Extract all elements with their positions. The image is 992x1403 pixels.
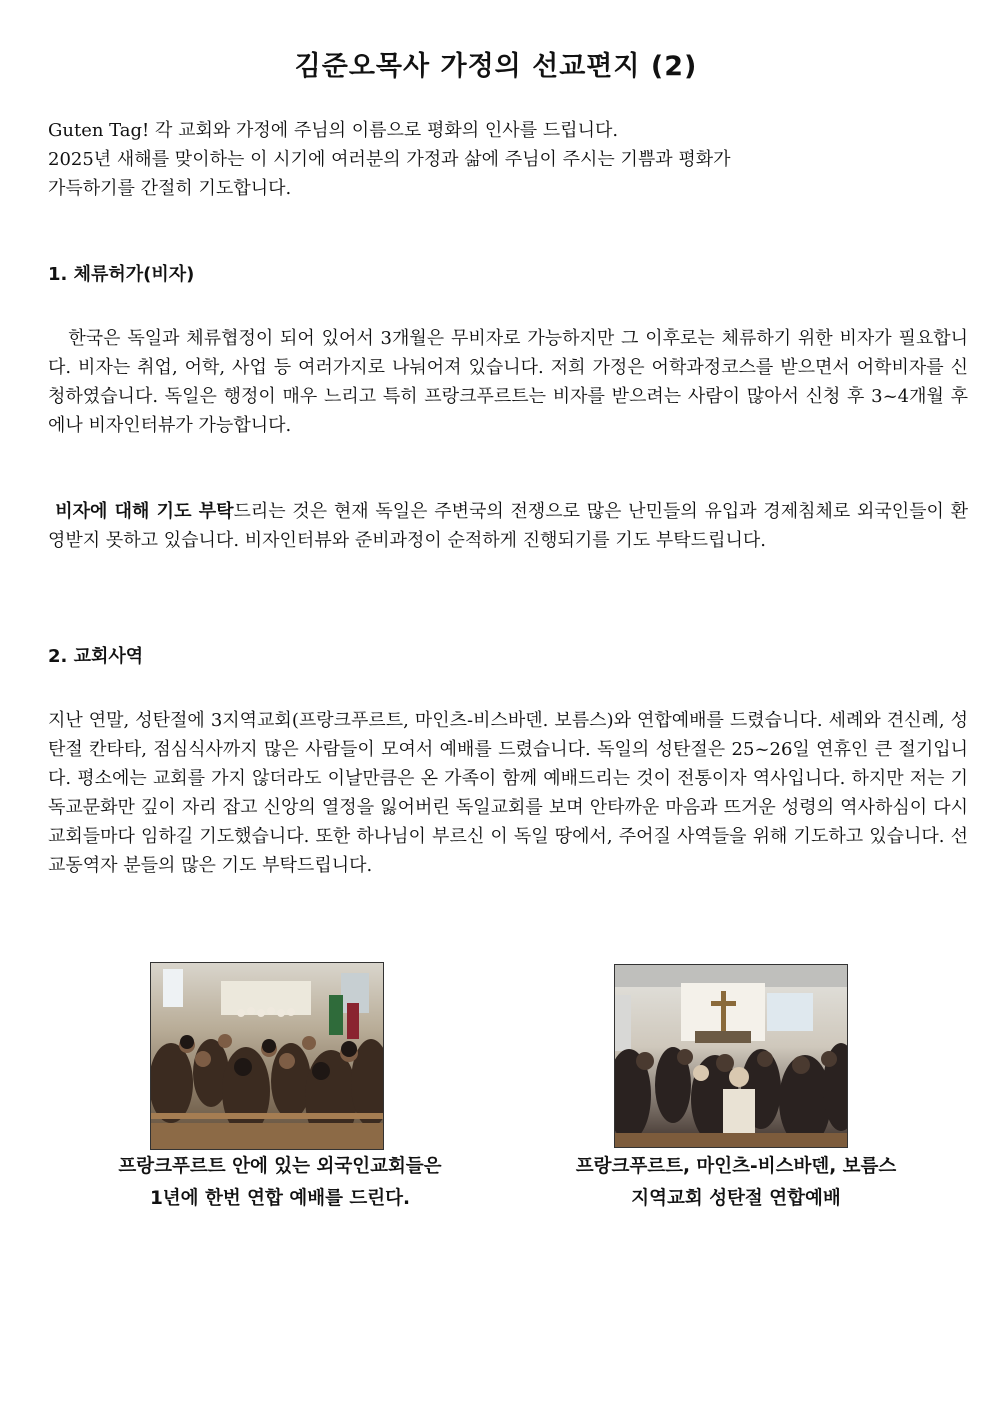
- intro-line-3: 가득하기를 간절히 기도합니다.: [48, 178, 292, 199]
- section-1-paragraph-2: [48, 497, 968, 555]
- intro-line-1: Guten Tag! 각 교회와 가정에 주님의 이름으로 평화의 인사를 드립니다.: [48, 120, 619, 141]
- left-caption-line-1: 프랑크푸르트 안에 있는 외국인교회들은: [118, 1156, 442, 1177]
- right-caption-line-2: 지역교회 성탄절 연합예배: [631, 1188, 841, 1209]
- intro-paragraph: [48, 116, 968, 203]
- church-service-photo-left: [150, 962, 384, 1150]
- letter-title: 김준오목사 가정의 선교편지 (2): [294, 51, 698, 82]
- church-service-photo-right: [614, 964, 848, 1148]
- left-photo-caption: [60, 1151, 500, 1215]
- intro-line-2: 2025년 새해를 맞이하는 이 시기에 여러분의 가정과 삶에 주님이 주시는 기쁨과 평화가: [48, 149, 731, 170]
- section-2-paragraph: 지난 연말, 성탄절에 3지역교회(프랑크푸르트, 마인츠-비스바덴. 보름스)와 연합예배를 드렸습니다. 세례와 견신례, 성탄절 칸타타, 점심식사까지 많은 사람들이 모여서 예배를 드렸습니다. 독일의 성탄절은 25~26일 연휴인 큰 절기입니다. 평소에는 교회를 가지 않더라도 이날만큼은 온 가족이 함께 예배드리는 것이 전통이자 역사입니다. 하지만 저는 기독교문화만 깊이 자리 잡고 신앙의 열정을 잃어버린 독일교회를 보며 안타까운 마음과 뜨거운 성령의 역사하심이 다시 교회들마다 임하길 기도했습니다. 또한 하나님이 부르신 이 독일 땅에서, 주어질 사역들을 위해 기도하고 있습니다. 선교동역자 분들의 많은 기도 부탁드립니다.: [48, 710, 968, 876]
- section-1-heading: 1. 체류허가(비자): [48, 264, 195, 285]
- right-caption-line-1: 프랑크푸르트, 마인츠-비스바덴, 보름스: [575, 1156, 897, 1177]
- section-2-heading: 2. 교회사역: [48, 646, 144, 667]
- left-caption-line-2: 1년에 한번 연합 예배를 드린다.: [149, 1188, 411, 1209]
- right-photo-caption: [516, 1151, 956, 1215]
- section-1-paragraph-1: 한국은 독일과 체류협정이 되어 있어서 3개월은 무비자로 가능하지만 그 이후로는 체류하기 위한 비자가 필요합니다. 비자는 취업, 어학, 사업 등 여러가지로 나눠어져 있습니다. 저희 가정은 어학과정코스를 받으면서 어학비자를 신청하였습니다. 독일은 행정이 매우 느리고 특히 프랑크푸르트는 비자를 받으려는 사람이 많아서 신청 후 3~4개월 후에나 비자인터뷰가 가능합니다.: [48, 328, 968, 436]
- prayer-request-emphasis: 비자에 대해 기도 부탁: [48, 501, 234, 522]
- section-1-paragraph-2-text: 드리는 것은 현재 독일은 주변국의 전쟁으로 많은 난민들의 유입과 경제침체로 외국인들이 환영받지 못하고 있습니다. 비자인터뷰와 준비과정이 순적하게 진행되기를 기도 부탁드립니다.: [48, 501, 968, 551]
